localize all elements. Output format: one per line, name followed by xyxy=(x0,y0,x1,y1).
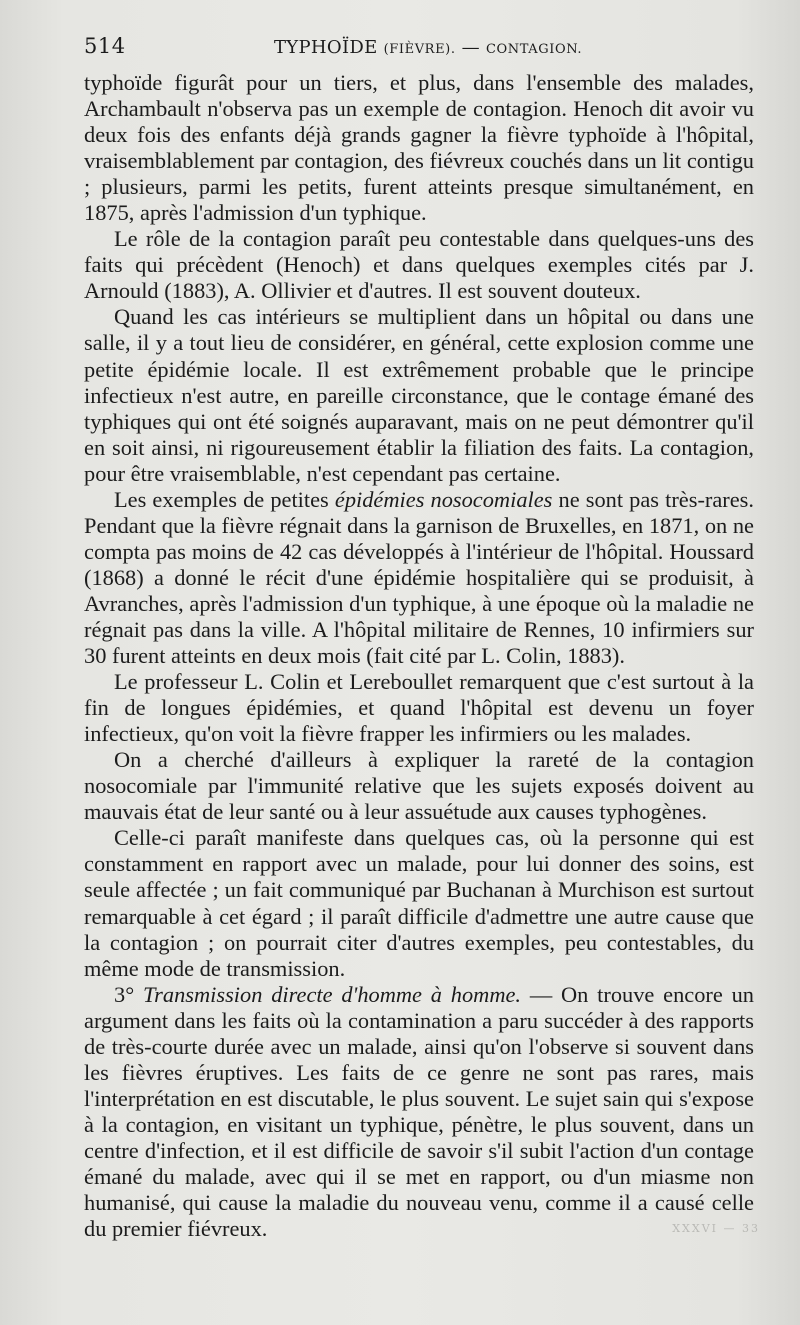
paragraph-text: 3° xyxy=(114,981,143,1007)
paragraph: On a cherché d'ailleurs à expliquer la rareté de la contagion nosocomiale par l'immunité relative que les sujets exposés doivent au mauvais état de leur santé ou à leur assuétude aux causes typhogènes. xyxy=(84,747,754,825)
running-head-subtitle: (FIÈVRE). xyxy=(383,42,456,57)
running-head-title: TYPHOÏDE xyxy=(274,37,378,58)
paragraph xyxy=(84,982,754,1242)
paragraph-text: — On trouve encore un argument dans les faits où la contamination a paru succéder à des rapports de très-courte durée avec un malade, ainsi qu'on l'observe si souvent dans les fièvres éruptives. Les faits de ce genre ne sont pas rares, mais l'interprétation en est discutable, le plus souvent. Le sujet sain qui s'expose à la contagion, en visitant un typhique, pénètre, le plus souvent, dans un centre d'infection, et il est difficile de savoir s'il subit l'action d'un contage émané du malade, avec qui il se met en rapport, ou d'un miasme non humanisé, qui cause la maladie du nouveau venu, comme il a causé celle du premier fiévreux. xyxy=(84,981,754,1242)
emphasis: épidémies nosocomiales xyxy=(334,486,553,512)
page-number: 514 xyxy=(84,34,126,58)
paragraph: Le professeur L. Colin et Lereboullet remarquent que c'est surtout à la fin de longues épidémies, et quand l'hôpital est devenu un foyer infectieux, qu'on voit la fièvre frapper les infirmiers ou les malades. xyxy=(84,669,754,747)
body-text xyxy=(84,70,754,1242)
running-head-dash: — xyxy=(461,37,480,58)
paragraph-text: Les exemples de petites xyxy=(114,486,335,512)
section-heading: Transmission directe d'homme à homme. xyxy=(142,981,522,1007)
page-header xyxy=(84,34,754,64)
running-head xyxy=(274,37,582,58)
paragraph: Quand les cas intérieurs se multiplient dans un hôpital ou dans une salle, il y a tout lieu de considérer, en général, cette explosion comme une petite épidémie locale. Il est extrêmement probable que le principe infectieux n'est autre, en pareille circonstance, que le contage émané des typhiques qui ont été soignés auparavant, mais on ne peut démontrer qu'il en soit ainsi, ni rigoureusement établir la filiation des faits. La contagion, pour être vraisemblable, n'est cependant pas certaine. xyxy=(84,304,754,486)
paragraph: typhoïde figurât pour un tiers, et plus, dans l'ensemble des malades, Archambault n'observa pas un exemple de contagion. Henoch dit avoir vu deux fois des enfants déjà grands gagner la fièvre typhoïde à l'hôpital, vraisemblablement par contagion, des fiévreux couchés dans un lit contigu ; plusieurs, parmi les petits, furent atteints presque simultanément, en 1875, après l'admission d'un typhique. xyxy=(84,70,754,226)
paragraph: Celle-ci paraît manifeste dans quelques cas, où la personne qui est constamment en rapport avec un malade, pour lui donner des soins, est seule affectée ; un fait communiqué par Buchanan à Murchison est surtout remarquable à cet égard ; il paraît difficile d'admettre une autre cause que la contagion ; on pourrait citer d'autres exemples, peu contestables, du même mode de transmission. xyxy=(84,825,754,981)
bleed-through-text: XXXVI — 33 xyxy=(672,1222,760,1235)
paragraph xyxy=(84,487,754,669)
paragraph: Le rôle de la contagion paraît peu contestable dans quelques-uns des faits qui précèdent (Henoch) et dans quelques exemples cités par J. Arnould (1883), A. Ollivier et d'autres. Il est souvent douteux. xyxy=(84,226,754,304)
running-head-section: CONTAGION. xyxy=(485,42,583,57)
paragraph-text: ne sont pas très-rares. Pendant que la fièvre régnait dans la garnison de Bruxelles, en 1871, on ne compta pas moins de 42 cas développés à l'intérieur de l'hôpital. Houssard (1868) a donné le récit d'une épidémie hospitalière qui se produisit, à Avranches, après l'admission d'un typhique, à une époque où la maladie ne régnait pas dans la ville. A l'hôpital militaire de Rennes, 10 infirmiers sur 30 furent atteints en deux mois (fait cité par L. Colin, 1883). xyxy=(84,486,754,669)
